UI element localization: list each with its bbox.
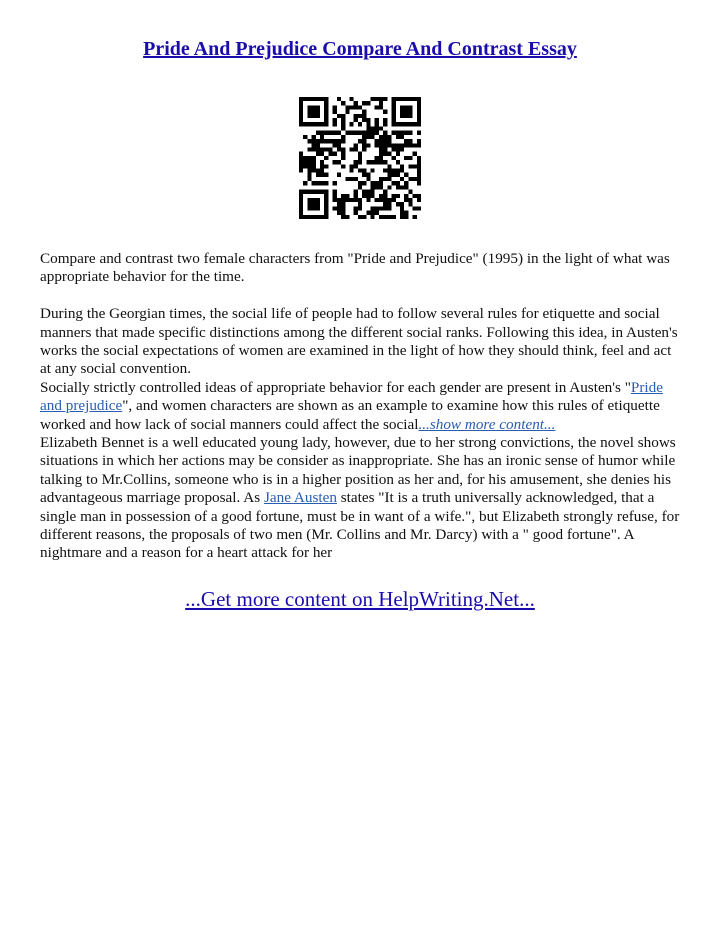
page-title	[0, 38, 720, 61]
intro-paragraph: Compare and contrast two female characters from "Pride and Prejudice" (1995) in the light of what was appropriate behavior for the time.	[40, 250, 670, 286]
show-more-link[interactable]: ...show more content...	[418, 415, 556, 433]
excerpt-text-3: Elizabeth Bennet is a well educated young lady, however, due to her strong convictions, the novel shows situations in which her actions may be consider as inappropriate. She has an ironic sense of humor while talking to Mr.Collins, someone who is in a higher position as her and, for his amusement, she denies his advantageous marriage proposal. As	[40, 434, 676, 507]
get-more-content-link[interactable]: ...Get more content on HelpWriting.Net...	[185, 587, 535, 611]
paragraph-georgian: During the Georgian times, the social life of people had to follow several rules for etiquette and social manners that made specific distinctions among the different social ranks. Following this idea, in Austen's works the social expectations of women are examined in the light of how they should think, feel and act at any social convention.	[40, 305, 678, 378]
excerpt-text-1: Socially strictly controlled ideas of appropriate behavior for each gender are present in Austen's "	[40, 378, 631, 396]
get-more-content	[0, 587, 720, 612]
qr-code-icon	[299, 97, 421, 219]
essay-body	[40, 250, 685, 563]
excerpt-text-4: states "It is a truth universally acknowledged, that a single man in possession of a good fortune, must be in want of a wife.", but Elizabeth strongly refuse, for different reasons, the proposals of two men (Mr. Collins and Mr. Darcy) with a " good fortune". A nightmare and a reason for a heart attack for her	[40, 489, 680, 562]
title-link[interactable]: Pride And Prejudice Compare And Contrast Essay	[143, 38, 577, 60]
jane-austen-link[interactable]: Jane Austen	[263, 489, 337, 507]
paragraph-excerpt	[40, 379, 685, 563]
excerpt-text-2: ", and women characters are shown as an example to examine how this rules of etiquette worked and how lack of social manners could affect the social	[40, 397, 660, 433]
pride-and-prejudice-link[interactable]: Pride and prejudice	[40, 378, 663, 415]
